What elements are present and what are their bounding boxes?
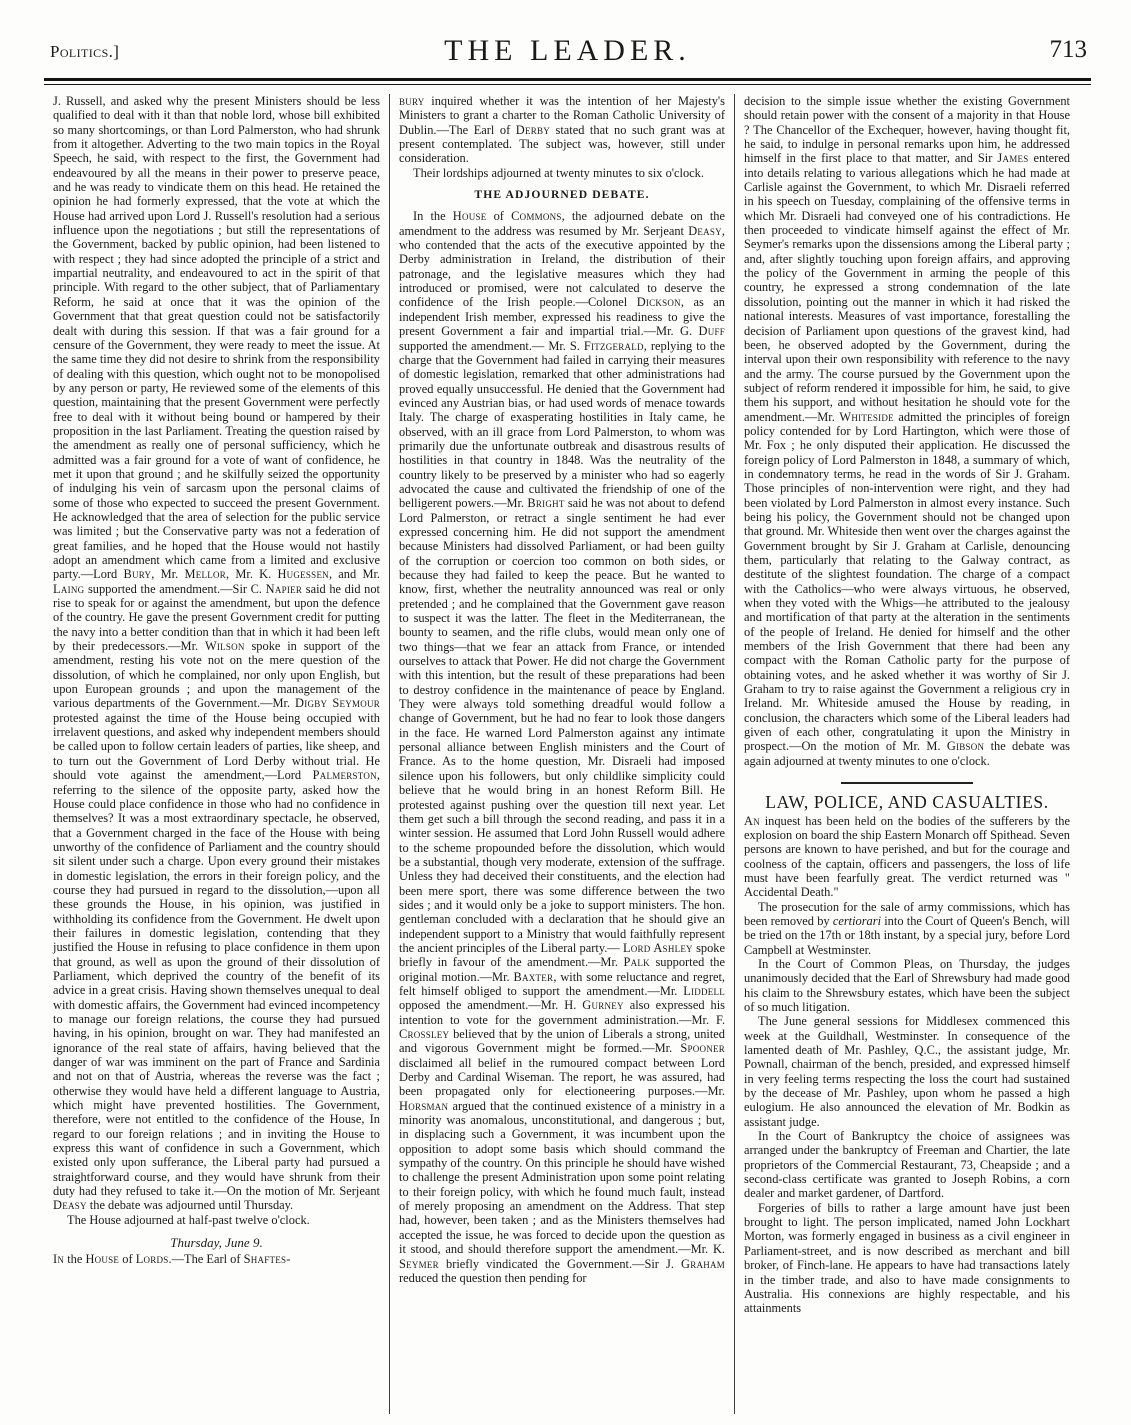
body-paragraph [399, 209, 725, 1285]
text-run: spoke in support of the amendment, resting his vote not on the mere question of the dissolution, of which he complained, nor only upon English, but upon European grounds ; and upon the management of the various departments of the Government.—Mr. [53, 639, 380, 711]
text-run: , replying to the charge that the Government had failed in carrying their measures of domestic legislation, remarked that other administrations had proved equally unsuccessful. He denied that the Government had evinced any Austrian bias, or had used words of menace towards Italy. The charge of exasperating hostilities in Italy came, he observed, with an ill grace from Lord Palmerston, to whom was primarily due the unfortunate outbreak and disastrous results of hostilities in that country in 1848. Was the neutrality of the country likely to be preserved by a minister who had so eagerly advocated the cause and cultivated the friendship of one of the belligerent powers.—Mr. [399, 338, 725, 511]
text-run: reduced the question then pending for [399, 1270, 587, 1285]
text-run: .—The Earl of [168, 1251, 244, 1266]
proper-name: Lord Ashley [622, 940, 693, 955]
text-run: spoke briefly in favour of the amendment.—Mr. [399, 940, 725, 970]
text-run: believed that by the union of Liberals a strong, united and vigorous Government might be formed.—Mr. [399, 1027, 725, 1056]
proper-name: House [85, 1251, 120, 1266]
proper-name: Horsman [399, 1098, 449, 1113]
column-1 [44, 94, 389, 1414]
proper-name: Laing [53, 581, 85, 596]
proper-name: House [452, 209, 487, 224]
text-run: into the Court of Queen's Bench, will be tried on the 17th or 18th instant, by a special jury, before Lord Campbell at Westminster. [744, 913, 1070, 957]
text-run: , Mr. K. [226, 567, 278, 582]
proper-name: James [997, 151, 1029, 166]
body-paragraph: The June general sessions for Middlesex commenced this week at the Guildhall, Westminster. In consequence of the lamented death of Mr. Pashley, Q.C., the assistant judge, Mr. Pownall, chairman of the bench, presided, and expressed himself in very feeling terms respecting the loss the court had sustained by the decease of Mr. Pashley, upon whom he passed a high eulogium. He also announced the elevation of Mr. Bodkin as assistant judge. [744, 1014, 1070, 1129]
proper-name: Commons [511, 209, 562, 224]
body-paragraph: In the Court of Bankruptcy the choice of assignees was arranged under the bankruptcy of Freeman and Chartier, the late proprietors of the Commercial Restaurant, 73, Cheapside ; and a second-class certificate was granted to Joseph Robins, a corn dealer and market gardener, of Dartford. [744, 1129, 1070, 1201]
text-run: protested against the time of the House being occupied with irrelavent questions, and asked why independent members should be called upon to follow certain leaders of parties, like sheep, and to turn out the Government of Lord Derby without trial. He should vote against the amendment,—Lord [53, 710, 380, 783]
proper-name: Graham [681, 1256, 725, 1271]
body-paragraph: J. Russell, and asked why the present Ministers should be less qualified to deal with it than that noble lord, whose bill exhibited so many shortcomings, or than Lord Palmerston, who had shrunk from it altogether. Adverting to the two main topics in the Royal Speech, he said, with respect to the first, the Government had endeavoured by all the means in their power to preserve peace, and he was ready to vindicate them on this head. He retained the opinion he had formerly expressed, that the vote at which the House had arrived upon Lord J. Russell's resolution had a serious influence upon the negotiations ; but still the representations of the Government, backed by public opinion, had been listened to with respect ; they had since adopted the principle of a strict and impartial neutrality, and endeavoured to act in the spirit of that principle. With regard to the other subject, that of Parliamentary Reform, he said at once that it was the opinion of the Government that that great question could not be satisfactorily dealt with during this session. If that was a fair ground for a censure of the Government, they were ready to meet the issue. At the same time they did not desire to shrink from the responsibility of dealing with this question, which ought not to be monopolised by any person or party, He reviewed some of the elements of this question, maintaining that the present Government were perfectly free to deal with it without being bound or hampered by their proposition in the last Parliament. Treating the question raised by the amendment as really one of personal sufficiency, which he admitted was a fair ground for a vote of want of confidence, he met it upon that ground ; and he skilfully seized the opportunity of indulging his vein of sarcasm upon the personal claims of some of those who expected to succeed the present Government. He acknowledged that the area of selection for the public service was limited ; but the Conservative party was not a federation of great families, and he hoped that the House would not hastily adopt an amendment which came from a limited and exclusive party.—Lord Bury, Mr. Mellor, Mr. K. Hugessen, and Mr. Laing supported the amendment.—Sir C. Napier said he did not rise to speak for or against the amendment, but upon the defence of the country. He gave the present Government credit for putting the navy into a better condition than that in which it had been left by their predecessors.—Mr. Wilson spoke in support of the amendment, resting his vote not on the mere question of the dissolution, of which he complained, nor only upon English, but upon European grounds ; and upon the management of the various departments of the Government.—Mr. Digby Seymour protested against the time of the House being occupied with irrelavent questions, and asked why independent members should be called upon to follow certain leaders of parties, like sheep, and to turn out the Government of Lord Derby without trial. He should vote against the amendment,—Lord Palmerston, referring to the silence of the opposite party, asked how the House could place confidence in those who had no confidence in themselves? It was a most extraordinary spectacle, he observed, that a Government charged in the face of the House with being unworthy of the confidence of Parliament and the country should sit silent under such a charge. Upon every ground their mistakes in domestic legislation, the errors in their foreign policy, and the course they had pursued in regard to the dissolution,—upon all these grounds the House, in his opinion, was justified in withholding its confidence from the Government. He dwelt upon their failures in domestic legislation, contending that they justified the House in refusing to place confidence in them upon that ground, as well as upon the ground of their dissolution of Parliament, which deprived the country of the benefit of its advice in a great crisis. Having shown themselves unequal to deal with domestic affairs, the Government had evinced incompetency to manage our foreign relations, the course they had pursued having, in his opinion, brought on war. They had manifested an ignorance of the real state of affairs, having believed that the danger of war was imminent on the part of France and Sardinia and not on that of Austria, whereas the reverse was the fact ; otherwise they would have held a different language to Austria, which might have prevented hostilities. The Government, therefore, were not entitled to the confidence of the House, In regard to our foreign relations ; and in inviting the House to express this want of confidence in such a Government, which existed only upon sufferance, the Liberal party had pursued a straightforward course, and they would have shrunk from their duty had they refused to take it.—On the motion of Mr. Serjeant Deasy the debate was adjourned until Thursday. [53, 94, 381, 1213]
text-run: disclaimed all belief in the rumoured compact between Lord Derby and Cardinal Wiseman. The report, he was assured, had been propagated only for electioneering purposes.—Mr. [399, 1055, 725, 1099]
proper-name: Bury [123, 567, 152, 582]
proper-name: Wilson [204, 639, 245, 654]
body-paragraph [744, 814, 1070, 900]
proper-name: Mellor [184, 567, 226, 582]
page-title: THE LEADER. [444, 34, 691, 67]
date-line: Thursday, June 9. [170, 1235, 263, 1251]
body-paragraph [399, 94, 725, 166]
text-run: , and Mr. [328, 567, 381, 582]
section-heading: LAW, POLICE, AND CASUALTIES. [765, 792, 1049, 813]
proper-name: Palmerston [312, 768, 377, 783]
proper-name: Deasy [53, 1198, 87, 1213]
proper-name: Baxter [513, 969, 554, 984]
text-run: supported the amendment.—Sir C. [84, 581, 266, 596]
text-run: admitted the principles of foreign policy contended for by Lord Hartington, which were those of Mr. Fox ; he only disputed their application. He discussed the foreign policy of Lord Palmerston in 1848, a summary of which, in condemnatory terms, he read in the words of Sir J. Graham. Those principles of non-intervention were right, and they had been violated by Lord Palmerston in almost every instance. Such being his policy, the Government should not be changed upon that ground. Mr. Whiteside then went over the charges against the Government brought by Sir J. Graham at Carlisle, denouncing them, particularly that relating to the Galway contract, as destitute of the slightest foundation. The charge of a compact with the Catholics—who were always virtuous, he observed, when they voted with the Whigs—he attributed to the jealousy and mortification of that party at the alteration in the sentiments of the people of Ireland. He denied for himself and the other members of the Irish Government that there had been any compact with the Roman Catholic party for the purpose of obtaining votes, and he asked whether it was worthy of Sir J. Graham to try to raise against the Government a religious cry in Ireland. Mr. Whiteside amused the House by reading, in conclusion, the characters which some of the Liberal leaders had given of each other, congratulating it upon the Ministry in prospect.—On the motion of Mr. M. [744, 409, 1070, 754]
text-run: , with some reluctance and regret, felt himself obliged to support the amendment.—Mr. [399, 969, 725, 998]
text-run: In the [413, 209, 453, 224]
proper-name: Lords [135, 1251, 169, 1266]
column-container [44, 94, 1091, 1414]
proper-name: Liddell [683, 983, 725, 998]
proper-name: bury [399, 94, 425, 108]
text-run: —Lord [80, 567, 124, 582]
text-run: argued that the continued existence of a ministry in a minority was anomalous, unconstitutional, and dangerous ; but, in displacing such a Government, it was incumbent upon the opposition to adopt some basis which should command the sympathy of the country. On this principle he should have wished to challenge the present Administration upon some point relating to their foreign policy, with which he found much fault, instead of merely proposing an amendment on the Address. That step had, however, been taken ; and as the Ministers themselves had accepted the issue, he was forced to decide upon the question as it stood, and should therefore support the amendment.—Mr. K. [399, 1098, 725, 1257]
proper-name: Gurney [582, 998, 624, 1013]
text-run: said he was not about to defend Lord Palmerston, or retract a single sentiment he had ever expressed concerning him. He did not support the amendment because Ministers had dissolved Parliament, or had been guilty of the corruption or coercion too common on both sides, or because they had failed to keep the peace. But he wanted to know, first, whether the neutrality announced was real or only pretended ; and he complained that the Government gave reason to suspect it was the latter. The fleet in the Mediterranean, the bounty to seamen, and the rifle clubs, would mean only one of two things—that we fear an attack from France, or intended ourselves to attack that Power. He did not charge the Government with this intention, but the result of these preparations had been to destroy confidence in the maintenance of peace by England. They were always told something dreadful would follow a change of Government, but he had no fear to look those dangers in the face. He warned Lord Palmerston against any intimate personal alliance between English ministers and the Court of France. As to the home question, Mr. Disraeli had imposed silence upon his followers, but only childlike simplicity could believe that he would bring in an honest Reform Bill. He protested against pushing over the question till next year. Let them get such a bill through the second reading, and pass it in a winter session. He assumed that Lord John Russell would adhere to the scheme propounded before the dissolution, which would be a substantial, though very moderate, extension of the suffrage. Unless they had deceived their constituents, and the election had been mere sport, there was some difference between the two sides ; and it would only be a joke to support ministers. The hon. gentleman concluded with a declaration that he should give an independent support to a Ministry that would faithfully represent the ancient principles of the Liberal party.— [399, 496, 725, 955]
text-run: stated that no such grant was at present contemplated. The subject was, however, still under consideration. [399, 122, 725, 166]
proper-name: Seymer [399, 1256, 439, 1271]
column-2 [389, 94, 734, 1414]
body-paragraph [744, 94, 1070, 768]
proper-name: Hugessen [277, 567, 329, 582]
body-paragraph: The House adjourned at half-past twelve o'clock. [67, 1212, 310, 1227]
text-run: The prosecution for the sale of army commissions, which has been removed by [744, 899, 1070, 928]
text-run: said he did not rise to speak for or against the amendment, but upon the defence of the country. He gave the present Government credit for putting the navy into a better condition than that in which it had been left by their predecessors.—Mr. [53, 581, 380, 654]
text-run: the debate was adjourned until Thursday. [86, 1198, 294, 1213]
text-run: , Mr. [151, 567, 185, 582]
body-paragraph: In the Court of Common Pleas, on Thursday, the judges unanimously decided that the Earl of Shrewsbury had made good his claim to the Shrewsbury estates, which have been the subject of so much litigation. [744, 956, 1070, 1014]
proper-name: Duff [698, 324, 725, 339]
body-paragraph [744, 900, 1070, 957]
text-run: entered into details relating to various allegations which he had made at Carlisle against the Government, to which Mr. Disraeli referred in his speech on Tuesday, complaining of the offensive terms in which Mr. Disraeli had conveyed one of his contradictions. He then proceeded to vindicate himself against the effect of Mr. Seymer's remarks upon the dissensions among the Liberal party ; and, after slightly touching upon foreign affairs, and approving the policy of the Government in arming the people of this country, he expressed a strong condemnation of the late dissolution, pointing out the manner in which it had risked the national interests. Measures of vast importance, forestalling the decision of Parliament upon questions of the gravest kind, had been, he observed adopted by the Government, during the interval upon their own responsibility with reference to the navy and the army. The course pursued by the Government upon the subject of reform rendered it impossible for him, he said, to give them his support, and without hesitation he should vote for the amendment.—Mr. [744, 151, 1070, 424]
proper-name: Digby Seymour [295, 696, 380, 711]
body-paragraph: Forgeries of bills to rather a large amount have just been brought to light. The person implicated, named John Lockhart Morton, was formerly engaged in business as a civil engineer in Parliament-street, and is now described as merchant and bill broker, of Finch-lane. He appears to have had transactions lately in the timber trade, and also to have made consignments to Australia. His connexions are highly respectable, and his attainments [744, 1200, 1070, 1316]
proper-name: Fitzgerald [583, 338, 644, 353]
text-run: , who contended that the acts of the executive appointed by the Derby administration in Ireland, the distribution of their patronage, and the legislative measures which they had introduced or promised, were not calculated to deserve the confidence of the Irish people.—Colonel [399, 223, 725, 310]
proper-name: Shaftes- [243, 1251, 291, 1266]
text-run: of [119, 1251, 136, 1266]
text-run: , referring to the silence of the opposite party, asked how the House could place confidence in those who had no confidence in themselves? It was a most extraordinary spectacle, he observed, that a Government charged in the face of the House with being unworthy of the confidence of Parliament and the country should sit silent under such a charge. Upon every ground their mistakes in domestic legislation, the errors in their foreign policy, and the course they had pursued in regard to the dissolution,—upon all these grounds the House, in his opinion, was justified in withholding its confidence from the Government. He dwelt upon their failures in domestic legislation, contending that they justified the House in refusing to place confidence in them upon that ground, as well as upon the ground of their dissolution of Parliament, which deprived the country of the benefit of its advice in a great crisis. Having shown themselves unequal to deal with domestic affairs, the Government had evinced incompetency to manage our foreign relations, the course they had pursued having, in his opinion, brought on war. They had manifested an ignorance of the real state of affairs, having believed that the danger of war was imminent on the part of France and Sardinia and not on that of Austria, whereas the reverse was the fact ; otherwise they would have held a different language to Austria, which might have prevented hostilities. The Government, therefore, were not entitled to the confidence of the House, In regard to our foreign relations ; and in inviting the House to express this want of confidence in such a Government, which existed only upon sufferance, the Liberal party had pursued a straightforward course, and they would have shrunk from their duty had they refused to take it.—On the motion of Mr. Serjeant [53, 768, 380, 1199]
text-run: , the adjourned debate on the amendment to the address was resumed by Mr. Serjeant [399, 209, 725, 238]
text-run: opposed the amendment.—Mr. H. [399, 998, 583, 1013]
masthead [44, 34, 1091, 76]
text-run: decision to the simple issue whether the existing Government should retain power with the consent of a majority in that House ? The Chancellor of the Exchequer, however, having thought fit, he said, to indulge in personal remarks upon him, he addressed himself in the first place to that matter, and Sir [744, 94, 1070, 166]
proper-name: Spooner [680, 1041, 725, 1056]
section-divider [841, 782, 973, 784]
proper-name: An [744, 813, 760, 828]
text-run: also expressed his intention to vote for the government administration.—Mr. F. [399, 998, 725, 1027]
proper-name: Derby [515, 122, 550, 137]
page-number: 713 [1049, 36, 1087, 63]
proper-name: Whiteside [839, 409, 894, 424]
text-run: of [486, 209, 512, 224]
column-3 [734, 94, 1079, 1414]
text-run: the [64, 1251, 86, 1266]
text-run: the debate was again adjourned at twenty minutes to one o'clock. [744, 739, 1070, 768]
text-run: briefly vindicated the Government.—Sir J. [438, 1256, 682, 1271]
text-run: supported the original motion.—Mr. [399, 955, 725, 984]
text-run: , as an independent Irish member, expressed his readiness to give the present Government a fair and impartial trial.—Mr. G. [399, 295, 725, 339]
body-paragraph: Their lordships adjourned at twenty minutes to six o'clock. [413, 165, 704, 180]
text-run: supported the amendment.— Mr. S. [399, 338, 584, 353]
masthead-section-label: Politics.] [50, 42, 120, 61]
proper-name: Palk [623, 955, 650, 970]
text-run: inquired whether it was the intention of her Majesty's Ministers to grant a charter to the Roman Catholic University of Dublin.—The Earl of [399, 94, 725, 137]
proper-name: Dickson [636, 295, 681, 310]
proper-name: Gibson [946, 739, 985, 754]
proper-name: Bright [527, 496, 565, 511]
sub-heading: THE ADJOURNED DEBATE. [474, 188, 650, 202]
proper-name: In [53, 1251, 65, 1266]
proper-name: Napier [265, 581, 303, 596]
masthead-rule [44, 78, 1091, 85]
text-run: inquest has been held on the bodies of the sufferers by the explosion on board the ship Eastern Monarch off Spithead. Seven persons are known to have perished, and but for the courage and coolness of the captain, officers and passengers, the loss of life must have been fearfully great. The verdict returned was " Accidental Death." [744, 813, 1070, 900]
proper-name: Deasy [688, 223, 722, 238]
italic-term: certiorari [832, 913, 882, 928]
body-paragraph [53, 1252, 380, 1266]
proper-name: Crossley [399, 1027, 450, 1041]
